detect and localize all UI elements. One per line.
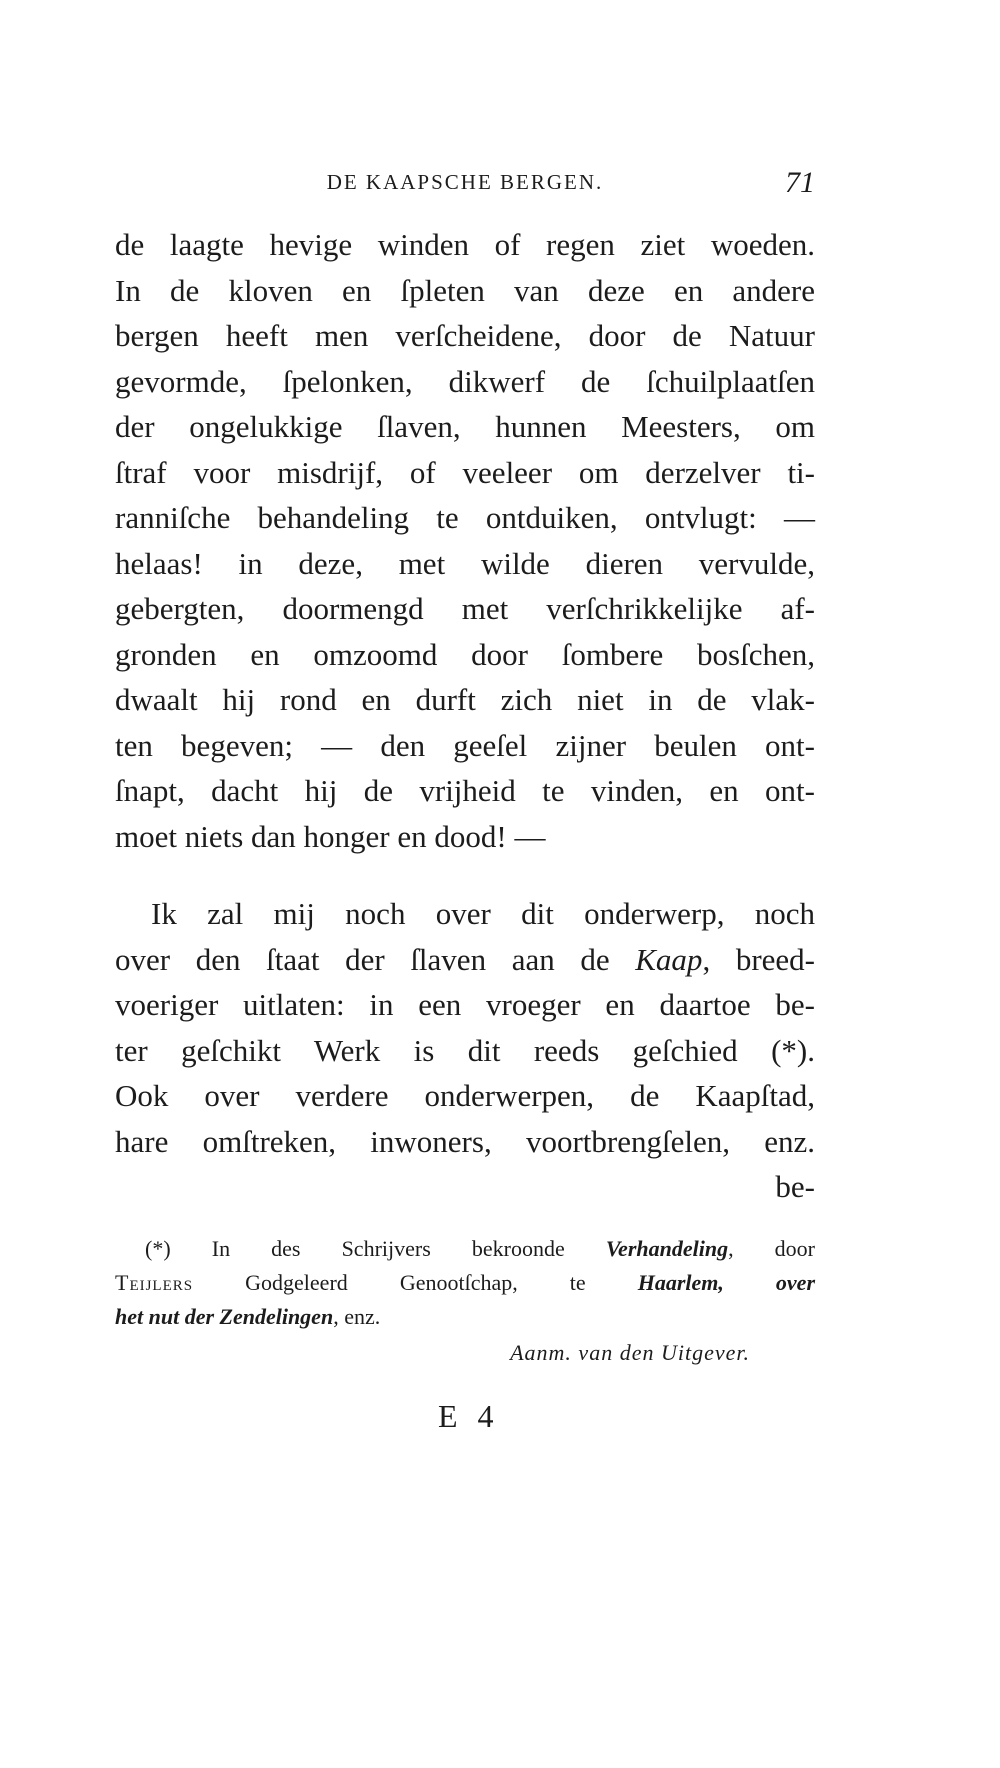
text-line: ſnapt, dacht hij de vrijheid te vinden, en ont- [115, 773, 815, 808]
text-segment: Godgeleerd Genootſchap, te [193, 1270, 638, 1295]
footnote-line [115, 1266, 815, 1300]
text-line: gebergten, doormengd met verſchrikkelijke af- [115, 591, 815, 626]
footnote-line [115, 1232, 815, 1266]
text-line: voeriger uitlaten: in een vroeger en daartoe be- [115, 987, 815, 1022]
text-line: moet niets dan honger en dood! — [115, 818, 546, 854]
text-line: helaas! in deze, met wilde dieren vervulde, [115, 545, 815, 581]
text-line: gevormde, ſpelonken, dikwerf de ſchuilplaatſen [115, 363, 815, 399]
text-line [115, 937, 815, 983]
text-line: Ook over verdere onderwerpen, de Kaapſtad, [115, 1078, 815, 1113]
smallcaps-name: Teijlers [115, 1270, 194, 1295]
text-segment: , breed- [702, 941, 815, 977]
running-title: DE KAAPSCHE BERGEN. [326, 170, 604, 194]
italic-place-name: Kaap [635, 941, 703, 977]
text-line: In de kloven en ſpleten van deze en andere [115, 272, 815, 308]
page-number: 71 [785, 166, 815, 199]
text-line: gronden en omzoomd door ſombere bosſchen, [115, 636, 815, 672]
italic-title: het nut der Zendelingen [115, 1304, 334, 1329]
catchword: be- [775, 1169, 815, 1204]
text-line: hare omſtreken, inwoners, voortbrengſelen, enz. [115, 1123, 815, 1159]
paragraph-second [115, 891, 815, 1210]
text-segment: over den ſtaat der ſlaven aan de [115, 941, 636, 977]
italic-place-name: Haarlem, over [637, 1270, 816, 1295]
footnote-attribution: Aanm. van den Uitgever. [510, 1340, 750, 1365]
paragraph-main [115, 222, 815, 859]
text-line: bergen heeft men verſcheidene, door de Natuur [115, 318, 815, 353]
text-line: ſtraf voor misdrijf, of veeleer om derzelver ti- [115, 454, 815, 490]
signature-mark: E 4 [438, 1398, 500, 1434]
text-line: der ongelukkige ſlaven, hunnen Meesters, om [115, 409, 815, 444]
footnote [115, 1232, 815, 1334]
text-line: ter geſchikt Werk is dit reeds geſchied (*). [115, 1032, 815, 1068]
running-head [115, 166, 815, 206]
text-segment: , door [728, 1236, 815, 1261]
italic-title: Verhandeling [605, 1236, 729, 1261]
footnote-line [115, 1300, 815, 1334]
text-segment: , enz. [333, 1304, 381, 1329]
text-line: dwaalt hij rond en durft zich niet in de vlak- [115, 682, 815, 717]
text-line: de laagte hevige winden of regen ziet woeden. [115, 227, 815, 262]
text-line: ten begeven; — den geeſel zijner beulen ont- [115, 727, 815, 763]
text-segment: (*) In des Schrijvers bekroonde [145, 1236, 606, 1261]
text-line: ranniſche behandeling te ontduiken, ontvlugt: — [115, 500, 815, 535]
text-line: Ik zal mij noch over dit onderwerp, noch [151, 896, 815, 931]
